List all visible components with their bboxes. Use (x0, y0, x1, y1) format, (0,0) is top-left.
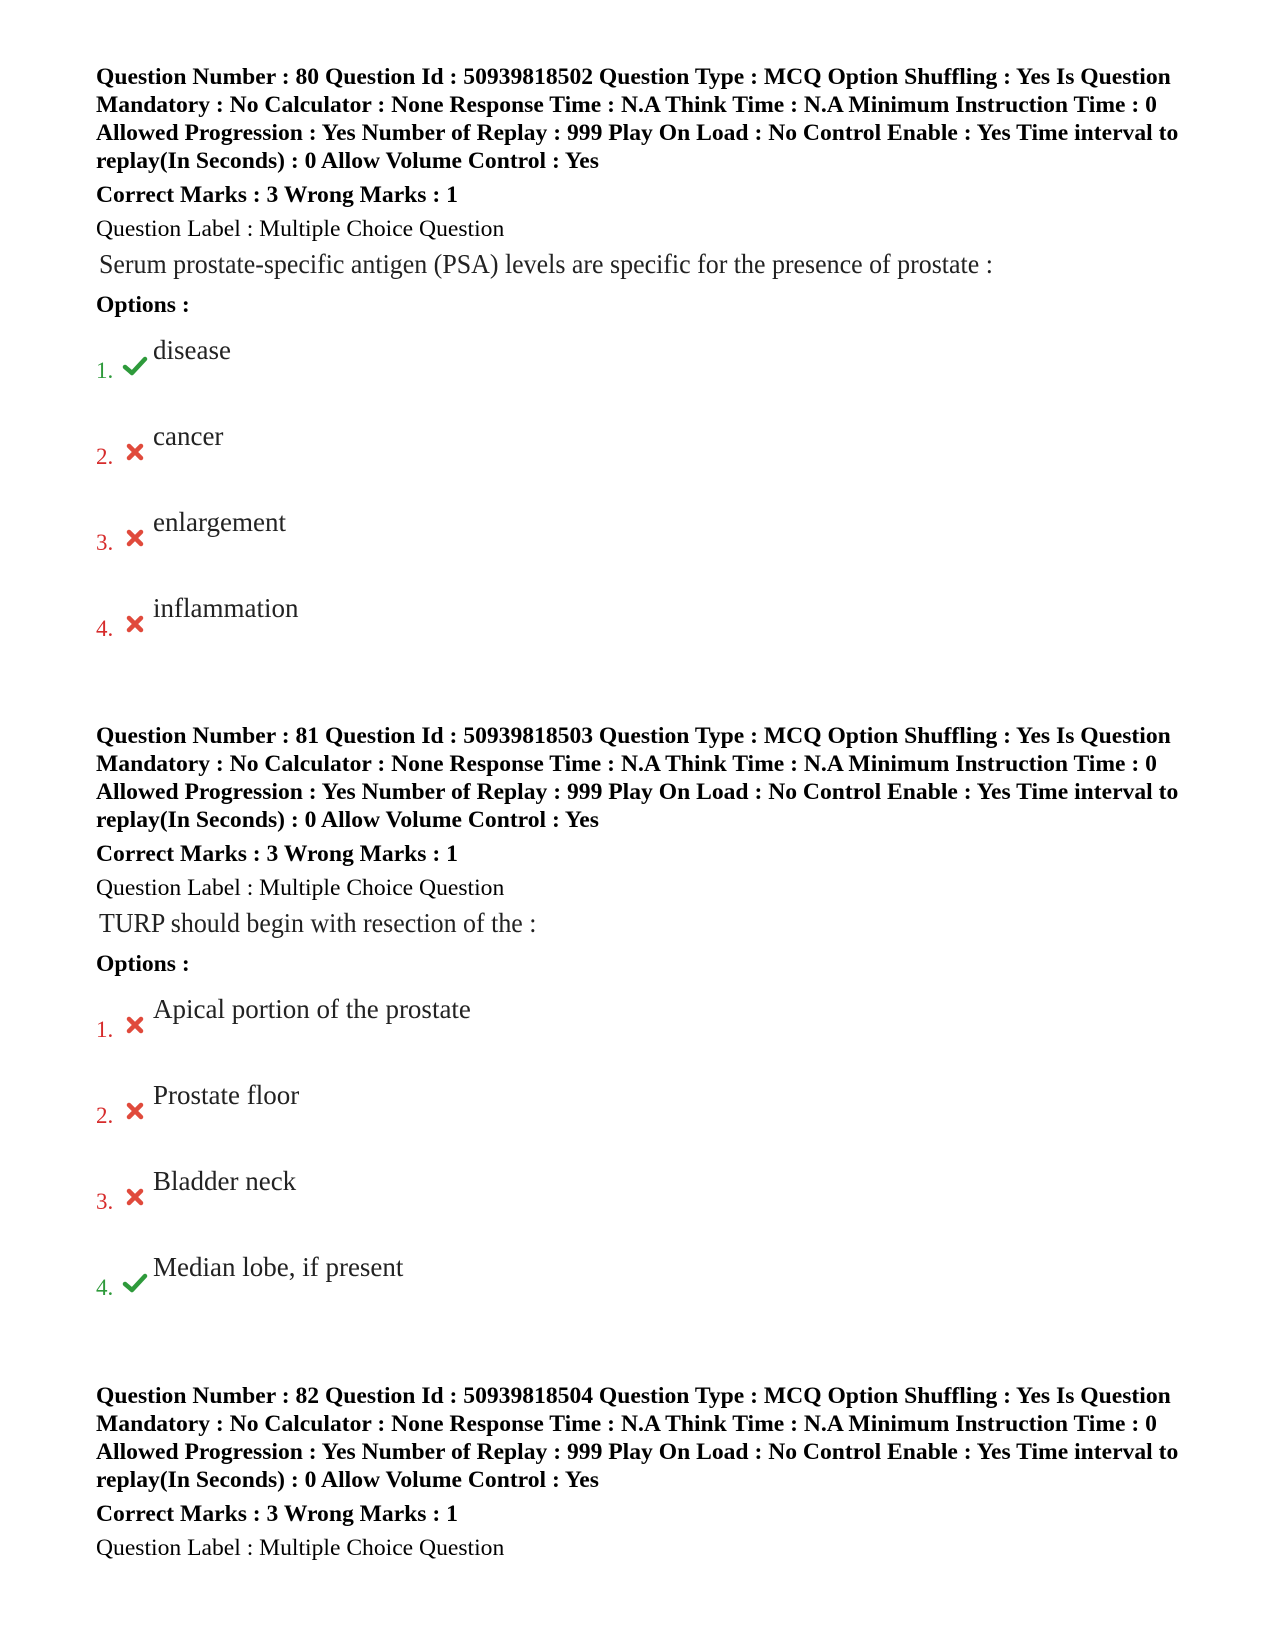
option-text: Prostate floor (153, 1080, 300, 1110)
option-number: 4. (96, 616, 114, 641)
options-list (96, 333, 1196, 677)
cross-icon (122, 1184, 148, 1210)
option-item (96, 333, 1196, 419)
cross-icon (122, 439, 148, 465)
question-text: TURP should begin with resection of the : (99, 908, 537, 938)
option-item (96, 1078, 1196, 1164)
question-82 (96, 1382, 1196, 1562)
cross-icon (122, 611, 148, 637)
question-meta: Question Number : 80 Question Id : 50939818502 Question Type : MCQ Option Shuffling : Yes Is Question Mandatory : No Calculator : None Response Time : N.A Think Time : N.A Minimum Instruction Time : 0 Allowed Progression : Yes Number of Replay : 999 Play On Load : No Control Enable : Yes Time interval to replay(In Seconds) : 0 Allow Volume Control : Yes (96, 64, 1179, 174)
options-heading: Options : (96, 292, 190, 318)
cross-icon (122, 1012, 148, 1038)
option-text: cancer (153, 421, 224, 451)
option-text: disease (153, 335, 231, 365)
options-heading: Options : (96, 951, 190, 977)
option-item (96, 1250, 1196, 1336)
question-meta: Question Number : 81 Question Id : 50939818503 Question Type : MCQ Option Shuffling : Yes Is Question Mandatory : No Calculator : None Response Time : N.A Think Time : N.A Minimum Instruction Time : 0 Allowed Progression : Yes Number of Replay : 999 Play On Load : No Control Enable : Yes Time interval to replay(In Seconds) : 0 Allow Volume Control : Yes (96, 723, 1179, 833)
question-marks: Correct Marks : 3 Wrong Marks : 1 (96, 841, 458, 867)
option-number: 3. (96, 1189, 114, 1214)
option-number: 4. (96, 1275, 114, 1300)
option-item (96, 1164, 1196, 1250)
question-marks: Correct Marks : 3 Wrong Marks : 1 (96, 1501, 458, 1527)
question-meta: Question Number : 82 Question Id : 50939818504 Question Type : MCQ Option Shuffling : Yes Is Question Mandatory : No Calculator : None Response Time : N.A Think Time : N.A Minimum Instruction Time : 0 Allowed Progression : Yes Number of Replay : 999 Play On Load : No Control Enable : Yes Time interval to replay(In Seconds) : 0 Allow Volume Control : Yes (96, 1383, 1179, 1493)
question-marks: Correct Marks : 3 Wrong Marks : 1 (96, 182, 458, 208)
question-label: Question Label : Multiple Choice Question (96, 875, 505, 901)
option-text: enlargement (153, 507, 286, 537)
cross-icon (122, 525, 148, 551)
option-number: 2. (96, 1103, 114, 1128)
option-number: 2. (96, 444, 114, 469)
option-text: Bladder neck (153, 1166, 297, 1196)
cross-icon (122, 1098, 148, 1124)
check-icon (122, 1270, 148, 1296)
option-item (96, 505, 1196, 591)
option-item (96, 591, 1196, 677)
question-80 (96, 63, 1196, 677)
check-icon (122, 353, 148, 379)
option-item (96, 992, 1196, 1078)
option-number: 1. (96, 1017, 114, 1042)
options-list (96, 992, 1196, 1336)
option-item (96, 419, 1196, 505)
question-label: Question Label : Multiple Choice Question (96, 216, 505, 242)
question-text: Serum prostate-specific antigen (PSA) levels are specific for the presence of prostate : (99, 249, 993, 279)
option-number: 3. (96, 530, 114, 555)
option-text: Median lobe, if present (153, 1252, 404, 1282)
question-81 (96, 722, 1196, 1336)
option-text: Apical portion of the prostate (153, 994, 471, 1024)
option-text: inflammation (153, 593, 299, 623)
option-number: 1. (96, 358, 114, 383)
question-label: Question Label : Multiple Choice Question (96, 1535, 505, 1561)
